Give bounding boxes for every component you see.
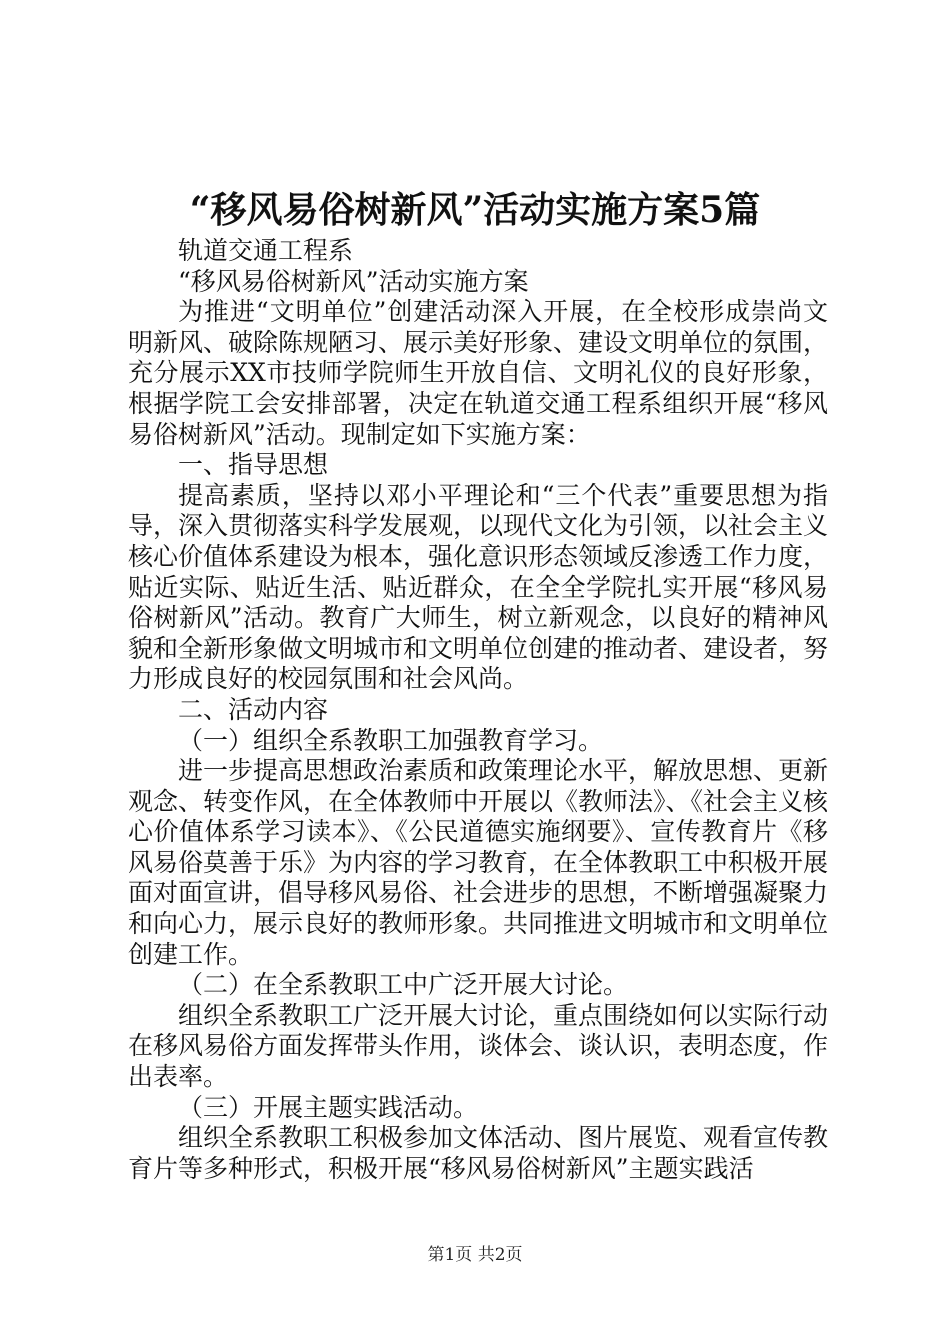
subheading-practice: （三）开展主题实践活动。 bbox=[178, 1092, 479, 1122]
subheading-discussion: （二）在全系教职工中广泛开展大讨论。 bbox=[178, 970, 629, 1000]
discussion-paragraph: 组织全系教职工广泛开展大讨论，重点围绕如何以实际行动在移风易俗方面发挥带头作用，谈体会、谈认识，表明态度，作出表率。 bbox=[128, 1000, 829, 1092]
page-footer: 第1页 共2页 bbox=[427, 1245, 523, 1265]
subtitle-line: “移风易俗树新风”活动实施方案 bbox=[178, 266, 529, 296]
document-body bbox=[128, 236, 828, 1184]
practice-paragraph: 组织全系教职工积极参加文体活动、图片展览、观看宣传教育片等多种形式，积极开展“移风易俗树新风”主题实践活 bbox=[128, 1123, 829, 1183]
section-heading-guiding-thought: 一、指导思想 bbox=[178, 450, 329, 480]
document-title: “移风易俗树新风”活动实施方案5篇 bbox=[189, 189, 761, 231]
subheading-education-study: （一）组织全系教职工加强教育学习。 bbox=[178, 725, 604, 755]
education-study-paragraph: 进一步提高思想政治素质和政策理论水平，解放思想、更新观念、转变作风，在全体教师中开展以《教师法》、《社会主义核心价值体系学习读本》、《公民道德实施纲要》、宣传教育片《移风易俗莫善于乐》为内容的学习教育，在全体教职工中积极开展面对面宣讲，倡导移风易俗、社会进步的思想，不断增强凝聚力和向心力，展示良好的教师形象。共同推进文明城市和文明单位创建工作。 bbox=[128, 756, 829, 969]
department-line: 轨道交通工程系 bbox=[178, 236, 354, 265]
intro-paragraph: 为推进“文明单位”创建活动深入开展，在全校形成崇尚文明新风、破除陈规陋习、展示美好形象、建设文明单位的氛围，充分展示XX市技师学院师生开放自信、文明礼仪的良好形象，根据学院工会安排部署，决定在轨道交通工程系组织开展“移风易俗树新风”活动。现制定如下实施方案： bbox=[128, 297, 829, 449]
section-heading-activity-content: 二、活动内容 bbox=[178, 694, 329, 724]
guiding-thought-paragraph: 提高素质，坚持以邓小平理论和“三个代表”重要思想为指导，深入贯彻落实科学发展观，以现代文化为引领，以社会主义核心价值体系建设为根本，强化意识形态领域反渗透工作力度，贴近实际、贴近生活、贴近群众，在全全学院扎实开展“移风易俗树新风”活动。教育广大师生，树立新观念，以良好的精神风貌和全新形象做文明城市和文明单位创建的推动者、建设者，努力形成良好的校园氛围和社会风尚。 bbox=[128, 480, 829, 694]
